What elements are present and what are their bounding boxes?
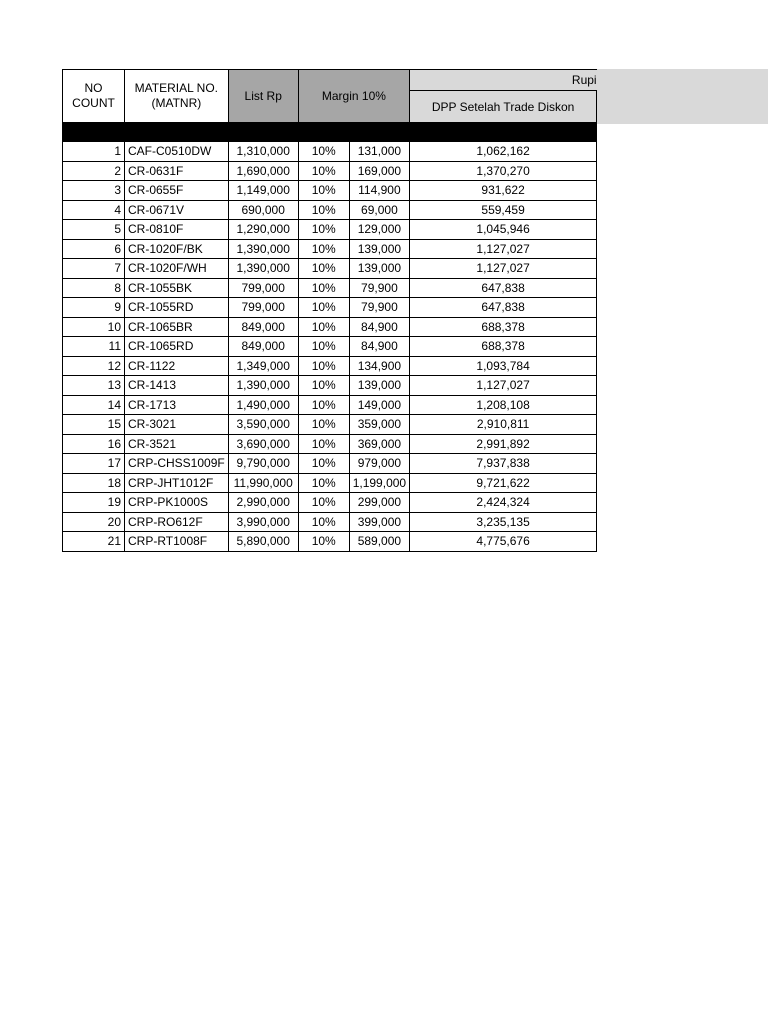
header-rupiah: Rupi — [410, 70, 597, 91]
dpp-cell: 1,127,027 — [410, 259, 597, 279]
table-row — [63, 278, 597, 298]
row-number-cell: 19 — [63, 493, 125, 513]
row-number-cell: 21 — [63, 532, 125, 552]
table-row — [63, 200, 597, 220]
table-row — [63, 142, 597, 162]
material-number-cell: CR-1413 — [125, 376, 229, 396]
margin-percent-cell: 10% — [298, 317, 349, 337]
row-number-cell: 11 — [63, 337, 125, 357]
margin-percent-cell: 10% — [298, 220, 349, 240]
dpp-cell: 7,937,838 — [410, 454, 597, 474]
dpp-cell: 2,991,892 — [410, 434, 597, 454]
material-number-cell: CRP-PK1000S — [125, 493, 229, 513]
margin-amount-cell: 359,000 — [349, 415, 409, 435]
row-number-cell: 3 — [63, 181, 125, 201]
margin-percent-cell: 10% — [298, 337, 349, 357]
margin-percent-cell: 10% — [298, 356, 349, 376]
margin-amount-cell: 134,900 — [349, 356, 409, 376]
list-price-cell: 1,690,000 — [228, 161, 298, 181]
row-number-cell: 5 — [63, 220, 125, 240]
list-price-cell: 799,000 — [228, 298, 298, 318]
margin-amount-cell: 129,000 — [349, 220, 409, 240]
list-price-cell: 9,790,000 — [228, 454, 298, 474]
row-number-cell: 20 — [63, 512, 125, 532]
margin-percent-cell: 10% — [298, 493, 349, 513]
row-number-cell: 9 — [63, 298, 125, 318]
material-number-cell: CR-1122 — [125, 356, 229, 376]
margin-amount-cell: 299,000 — [349, 493, 409, 513]
margin-amount-cell: 139,000 — [349, 376, 409, 396]
separator-cell — [63, 123, 597, 142]
list-price-cell: 690,000 — [228, 200, 298, 220]
list-price-cell: 849,000 — [228, 337, 298, 357]
margin-percent-cell: 10% — [298, 161, 349, 181]
margin-percent-cell: 10% — [298, 181, 349, 201]
table-row — [63, 415, 597, 435]
list-price-cell: 11,990,000 — [228, 473, 298, 493]
list-price-cell: 3,990,000 — [228, 512, 298, 532]
row-number-cell: 10 — [63, 317, 125, 337]
row-number-cell: 15 — [63, 415, 125, 435]
list-price-cell: 1,490,000 — [228, 395, 298, 415]
table-row — [63, 220, 597, 240]
material-number-cell: CR-0655F — [125, 181, 229, 201]
dpp-cell: 1,127,027 — [410, 239, 597, 259]
material-number-cell: CR-0631F — [125, 161, 229, 181]
margin-amount-cell: 399,000 — [349, 512, 409, 532]
row-number-cell: 1 — [63, 142, 125, 162]
margin-percent-cell: 10% — [298, 395, 349, 415]
margin-percent-cell: 10% — [298, 200, 349, 220]
margin-percent-cell: 10% — [298, 473, 349, 493]
table-row — [63, 317, 597, 337]
table-row — [63, 473, 597, 493]
table-row — [63, 512, 597, 532]
list-price-cell: 1,149,000 — [228, 181, 298, 201]
margin-amount-cell: 139,000 — [349, 239, 409, 259]
header-margin: Margin 10% — [298, 70, 409, 123]
dpp-cell: 1,093,784 — [410, 356, 597, 376]
table-row — [63, 434, 597, 454]
header-dpp: DPP Setelah Trade Diskon — [410, 91, 597, 123]
margin-percent-cell: 10% — [298, 239, 349, 259]
margin-percent-cell: 10% — [298, 532, 349, 552]
row-number-cell: 13 — [63, 376, 125, 396]
list-price-cell: 1,349,000 — [228, 356, 298, 376]
material-number-cell: CRP-RT1008F — [125, 532, 229, 552]
table-row — [63, 161, 597, 181]
table-body — [63, 142, 597, 552]
table-row — [63, 298, 597, 318]
price-table — [62, 69, 597, 552]
margin-amount-cell: 979,000 — [349, 454, 409, 474]
dpp-cell: 559,459 — [410, 200, 597, 220]
material-number-cell: CRP-JHT1012F — [125, 473, 229, 493]
table-row — [63, 454, 597, 474]
margin-amount-cell: 114,900 — [349, 181, 409, 201]
list-price-cell: 1,390,000 — [228, 239, 298, 259]
margin-percent-cell: 10% — [298, 454, 349, 474]
dpp-cell: 3,235,135 — [410, 512, 597, 532]
dpp-cell: 2,910,811 — [410, 415, 597, 435]
margin-amount-cell: 149,000 — [349, 395, 409, 415]
material-number-cell: CRP-RO612F — [125, 512, 229, 532]
margin-amount-cell: 84,900 — [349, 337, 409, 357]
table-row — [63, 376, 597, 396]
dpp-cell: 647,838 — [410, 298, 597, 318]
material-number-cell: CR-1065BR — [125, 317, 229, 337]
material-number-cell: CR-1055RD — [125, 298, 229, 318]
table-row — [63, 259, 597, 279]
list-price-cell: 849,000 — [228, 317, 298, 337]
table-row — [63, 356, 597, 376]
list-price-cell: 5,890,000 — [228, 532, 298, 552]
list-price-cell: 1,310,000 — [228, 142, 298, 162]
margin-amount-cell: 369,000 — [349, 434, 409, 454]
row-number-cell: 2 — [63, 161, 125, 181]
header-material-no: MATERIAL NO. (MATNR) — [125, 70, 229, 123]
margin-amount-cell: 69,000 — [349, 200, 409, 220]
margin-percent-cell: 10% — [298, 278, 349, 298]
dpp-cell: 1,045,946 — [410, 220, 597, 240]
margin-amount-cell: 1,199,000 — [349, 473, 409, 493]
margin-percent-cell: 10% — [298, 415, 349, 435]
header-list-rp: List Rp — [228, 70, 298, 123]
list-price-cell: 1,390,000 — [228, 376, 298, 396]
margin-amount-cell: 139,000 — [349, 259, 409, 279]
row-number-cell: 8 — [63, 278, 125, 298]
margin-amount-cell: 131,000 — [349, 142, 409, 162]
row-number-cell: 18 — [63, 473, 125, 493]
dpp-cell: 1,062,162 — [410, 142, 597, 162]
margin-amount-cell: 84,900 — [349, 317, 409, 337]
dpp-cell: 1,370,270 — [410, 161, 597, 181]
material-number-cell: CR-3021 — [125, 415, 229, 435]
material-number-cell: CR-1065RD — [125, 337, 229, 357]
margin-amount-cell: 169,000 — [349, 161, 409, 181]
table-row — [63, 493, 597, 513]
row-number-cell: 16 — [63, 434, 125, 454]
table-row — [63, 181, 597, 201]
row-number-cell: 17 — [63, 454, 125, 474]
dpp-cell: 1,127,027 — [410, 376, 597, 396]
row-number-cell: 4 — [63, 200, 125, 220]
margin-percent-cell: 10% — [298, 376, 349, 396]
table-row — [63, 395, 597, 415]
table-row — [63, 239, 597, 259]
material-number-cell: CR-1020F/BK — [125, 239, 229, 259]
list-price-cell: 1,290,000 — [228, 220, 298, 240]
material-number-cell: CR-0810F — [125, 220, 229, 240]
material-number-cell: CAF-C0510DW — [125, 142, 229, 162]
material-number-cell: CR-1055BK — [125, 278, 229, 298]
row-number-cell: 7 — [63, 259, 125, 279]
table-row — [63, 337, 597, 357]
row-number-cell: 6 — [63, 239, 125, 259]
list-price-cell: 3,590,000 — [228, 415, 298, 435]
material-number-cell: CR-1713 — [125, 395, 229, 415]
list-price-cell: 2,990,000 — [228, 493, 298, 513]
row-number-cell: 12 — [63, 356, 125, 376]
margin-amount-cell: 79,900 — [349, 298, 409, 318]
material-number-cell: CRP-CHSS1009F — [125, 454, 229, 474]
material-number-cell: CR-0671V — [125, 200, 229, 220]
list-price-cell: 3,690,000 — [228, 434, 298, 454]
margin-percent-cell: 10% — [298, 142, 349, 162]
dpp-cell: 647,838 — [410, 278, 597, 298]
dpp-cell: 2,424,324 — [410, 493, 597, 513]
separator-row — [63, 123, 597, 142]
dpp-cell: 4,775,676 — [410, 532, 597, 552]
material-number-cell: CR-1020F/WH — [125, 259, 229, 279]
margin-percent-cell: 10% — [298, 434, 349, 454]
row-number-cell: 14 — [63, 395, 125, 415]
material-number-cell: CR-3521 — [125, 434, 229, 454]
margin-amount-cell: 79,900 — [349, 278, 409, 298]
margin-percent-cell: 10% — [298, 298, 349, 318]
dpp-cell: 688,378 — [410, 317, 597, 337]
margin-amount-cell: 589,000 — [349, 532, 409, 552]
dpp-cell: 931,622 — [410, 181, 597, 201]
list-price-cell: 799,000 — [228, 278, 298, 298]
table-row — [63, 532, 597, 552]
list-price-cell: 1,390,000 — [228, 259, 298, 279]
dpp-cell: 9,721,622 — [410, 473, 597, 493]
header-no-count: NO COUNT — [63, 70, 125, 123]
margin-percent-cell: 10% — [298, 259, 349, 279]
dpp-cell: 1,208,108 — [410, 395, 597, 415]
dpp-cell: 688,378 — [410, 337, 597, 357]
margin-percent-cell: 10% — [298, 512, 349, 532]
